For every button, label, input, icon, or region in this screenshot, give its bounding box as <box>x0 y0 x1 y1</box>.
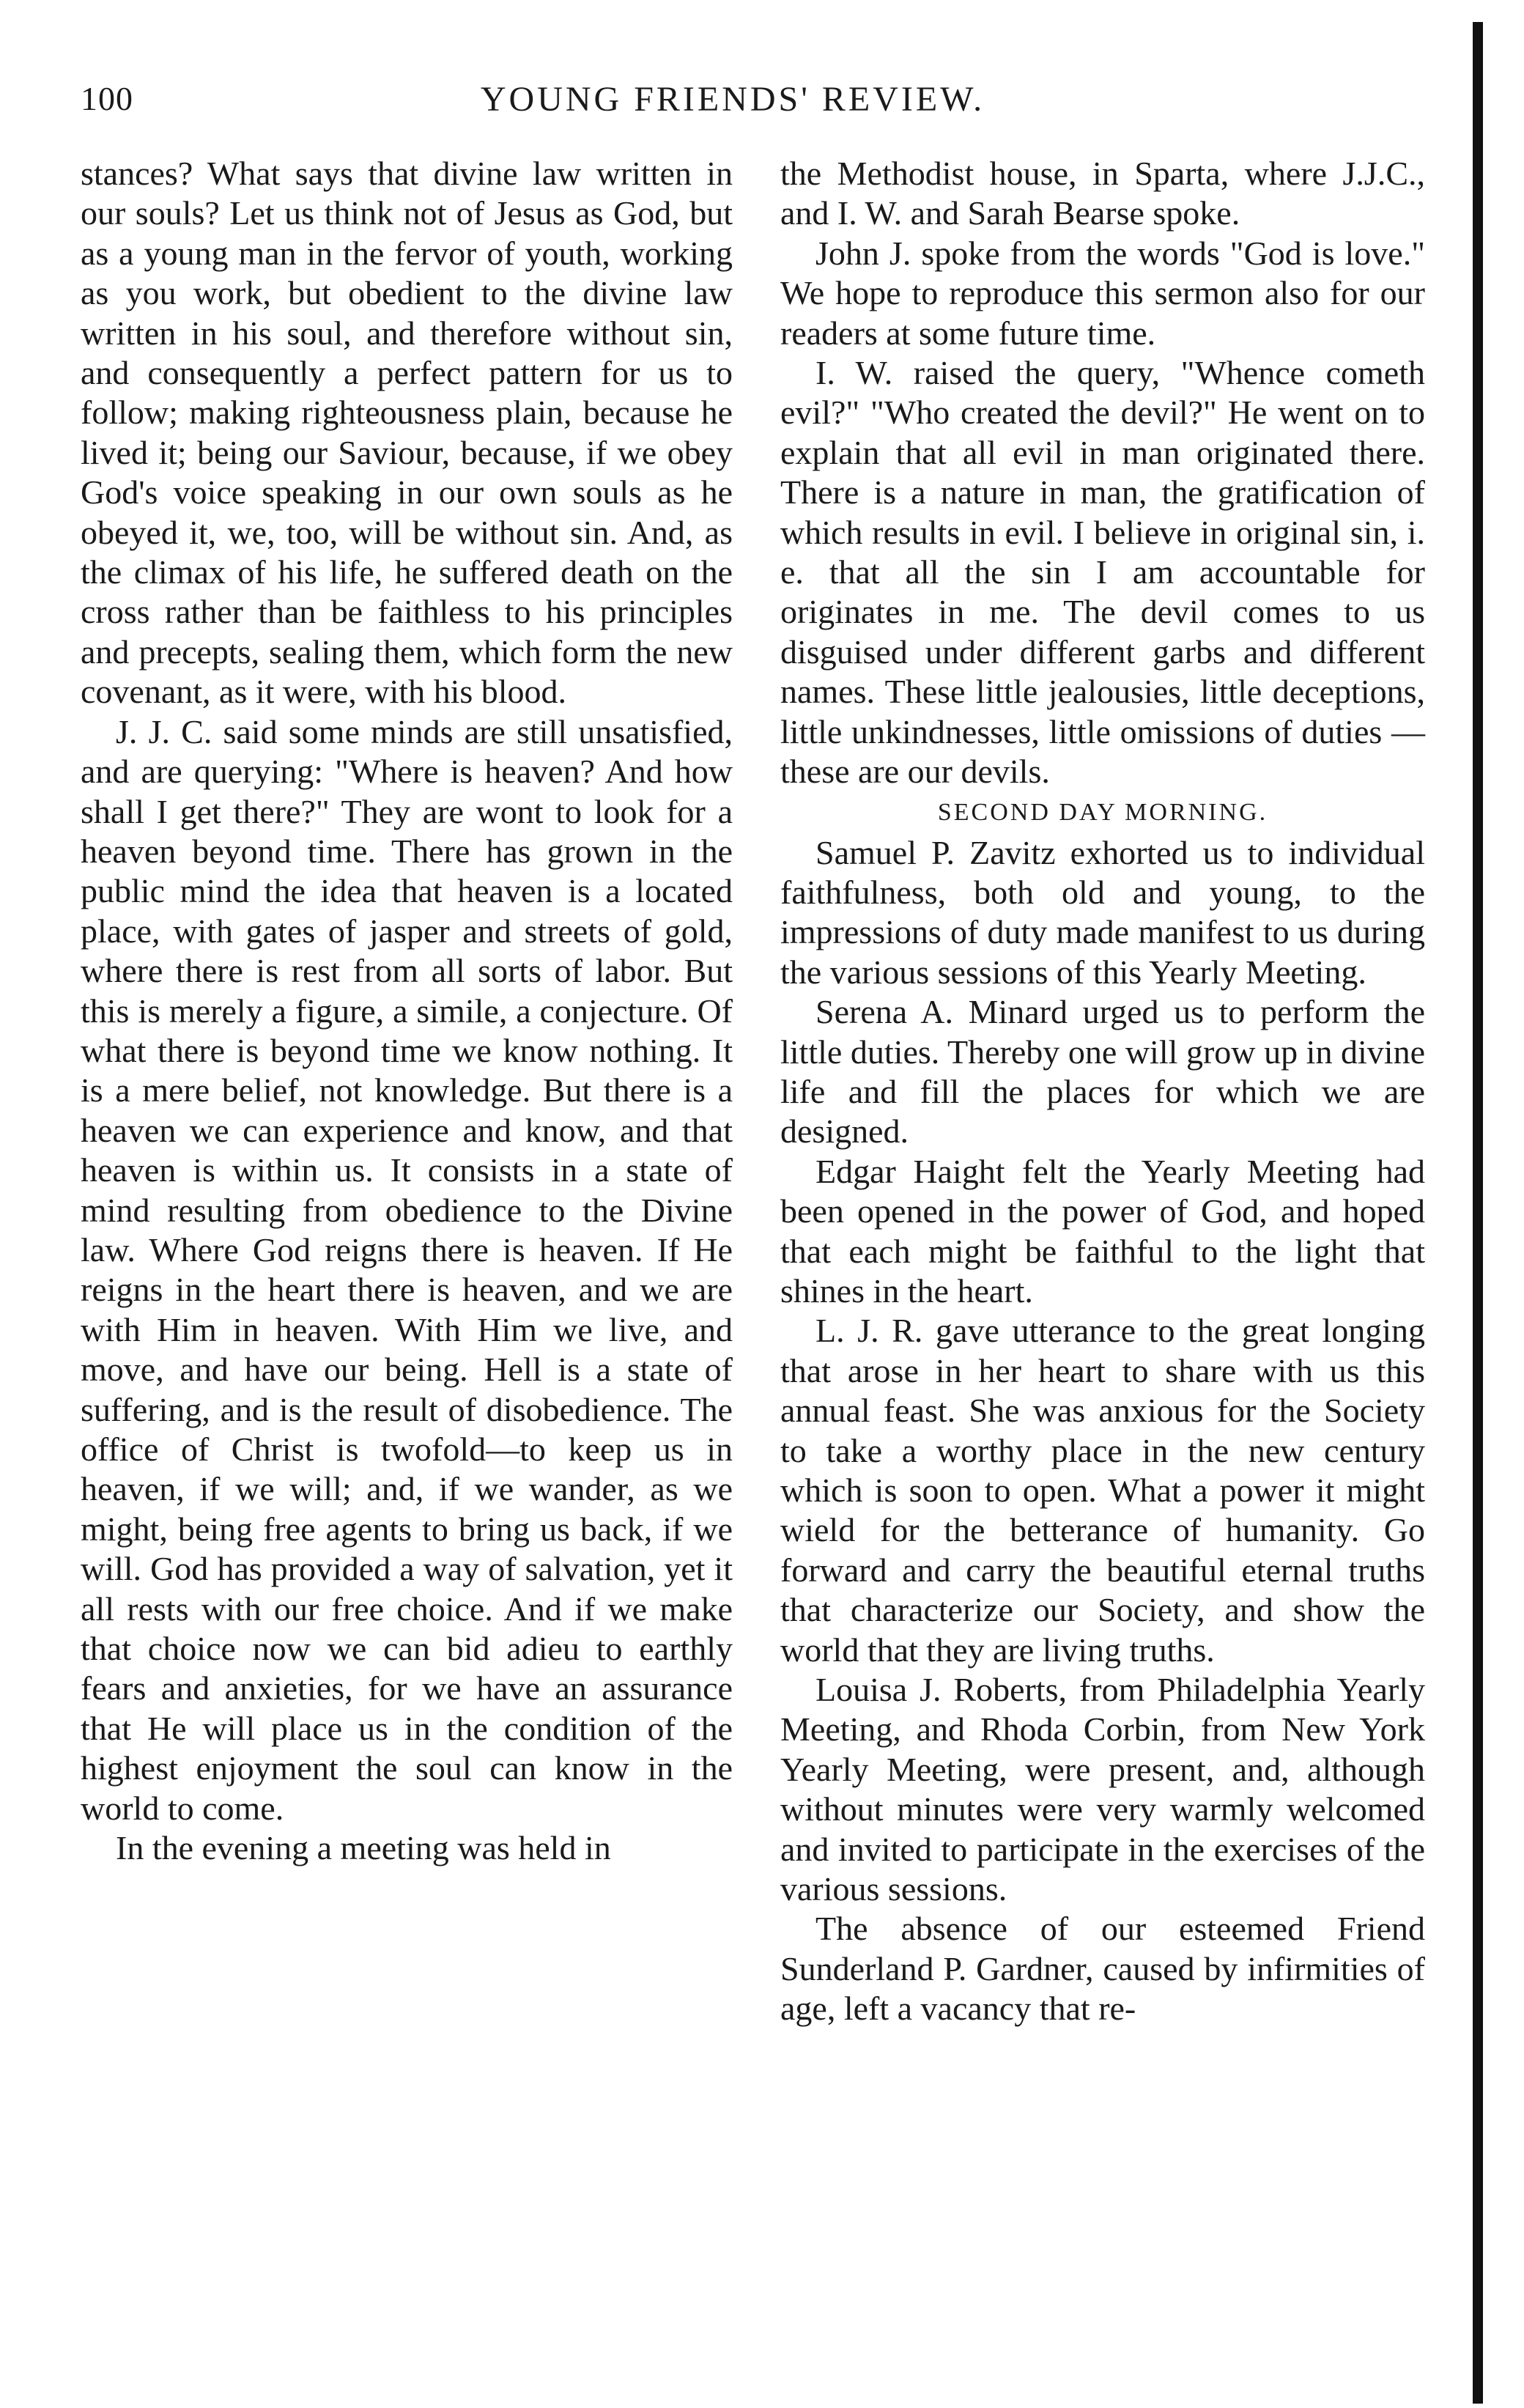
paragraph: Samuel P. Zavitz exhorted us to individual faithfulness, both old and young, to the impressions of duty made manifest to us during the various sessions of this Yearly Meeting. <box>780 833 1425 991</box>
paragraph: Serena A. Minard urged us to perform the little duties. Thereby one will grow up in divine life and fill the places for which we are designed. <box>780 993 1425 1151</box>
left-column <box>81 154 733 1868</box>
paragraph: the Methodist house, in Sparta, where J.J.C., and I. W. and Sarah Bearse spoke. <box>780 155 1425 232</box>
paragraph: In the evening a meeting was held in <box>116 1829 611 1867</box>
paragraph: Louisa J. Roberts, from Philadelphia Yearly Meeting, and Rhoda Corbin, from New York Yearly Meeting, were present, and, although without minutes were very warmly welcomed and invited to participate in the exercises of the various sessions. <box>780 1671 1425 1908</box>
paragraph: stances? What says that divine law written in our souls? Let us think not of Jesus as God, but as a young man in the fervor of youth, working as you work, but obedient to the divine law written in his soul, and therefore without sin, and consequently a perfect pattern for us to follow; making righteousness plain, because he lived it; being our Saviour, because, if we obey God's voice speaking in our own souls as he obeyed it, we, too, will be without sin. And, as the climax of his life, he suffered death on the cross rather than be faithless to his principles and precepts, sealing them, which form the new covenant, as it were, with his blood. <box>81 155 733 711</box>
paragraph: The absence of our esteemed Friend Sunderland P. Gardner, caused by infirmities of age, left a vacancy that re- <box>780 1910 1425 2028</box>
right-column <box>780 154 1425 2029</box>
paragraph: J. J. C. said some minds are still unsatisfied, and are querying: "Where is heaven? And how shall I get there?" They are wont to look for a heaven beyond time. There has grown in the public mind the idea that heaven is a located place, with gates of jasper and streets of gold, where there is rest from all sorts of labor. But this is merely a figure, a simile, a conjecture. Of what there is beyond time we know nothing. It is a mere belief, not knowledge. But there is a heaven we can experience and know, and that heaven is within us. It consists in a state of mind resulting from obedience to the Divine law. Where God reigns there is heaven. If He reigns in the heart there is heaven, and we are with Him in heaven. With Him we live, and move, and have our being. Hell is a state of suffering, and is the result of disobedience. The office of Christ is twofold—to keep us in heaven, if we will; and, if we wander, as we might, being free agents to bring us back, if we will. God has provided a way of salvation, yet it all rests with our free choice. And if we make that choice now we can bid adieu to earthly fears and anxieties, for we have an assurance that He will place us in the condition of the highest enjoyment the soul can know in the world to come. <box>81 712 733 1827</box>
section-subheading: SECOND DAY MORNING. <box>937 798 1268 826</box>
paragraph: John J. spoke from the words "God is love." We hope to reproduce this sermon also for our readers at some future time. <box>780 234 1425 352</box>
page-edge-bar <box>1473 22 1483 2404</box>
page-number: 100 <box>81 80 133 117</box>
page-header <box>81 79 1465 130</box>
paragraph: L. J. R. gave utterance to the great longing that arose in her heart to share with us this annual feast. She was anxious for the Society to take a worthy place in the new century which is soon to open. What a power it might wield for the betterance of humanity. Go forward and carry the beautiful eternal truths that characterize our Society, and show the world that they are living truths. <box>780 1312 1425 1669</box>
paragraph: I. W. raised the query, "Whence cometh evil?" "Who created the devil?" He went on to explain that all evil in man originated there. There is a nature in man, the gratification of which results in evil. I believe in original sin, i. e. that all the sin I am accountable for originates in me. The devil comes to us disguised under different garbs and different names. These little jealousies, little deceptions, little unkindnesses, little omissions of duties —these are our devils. <box>780 354 1425 791</box>
running-title: YOUNG FRIENDS' REVIEW. <box>480 80 985 119</box>
paragraph: Edgar Haight felt the Yearly Meeting had been opened in the power of God, and hoped that each might be faithful to the light that shines in the heart. <box>780 1152 1425 1310</box>
